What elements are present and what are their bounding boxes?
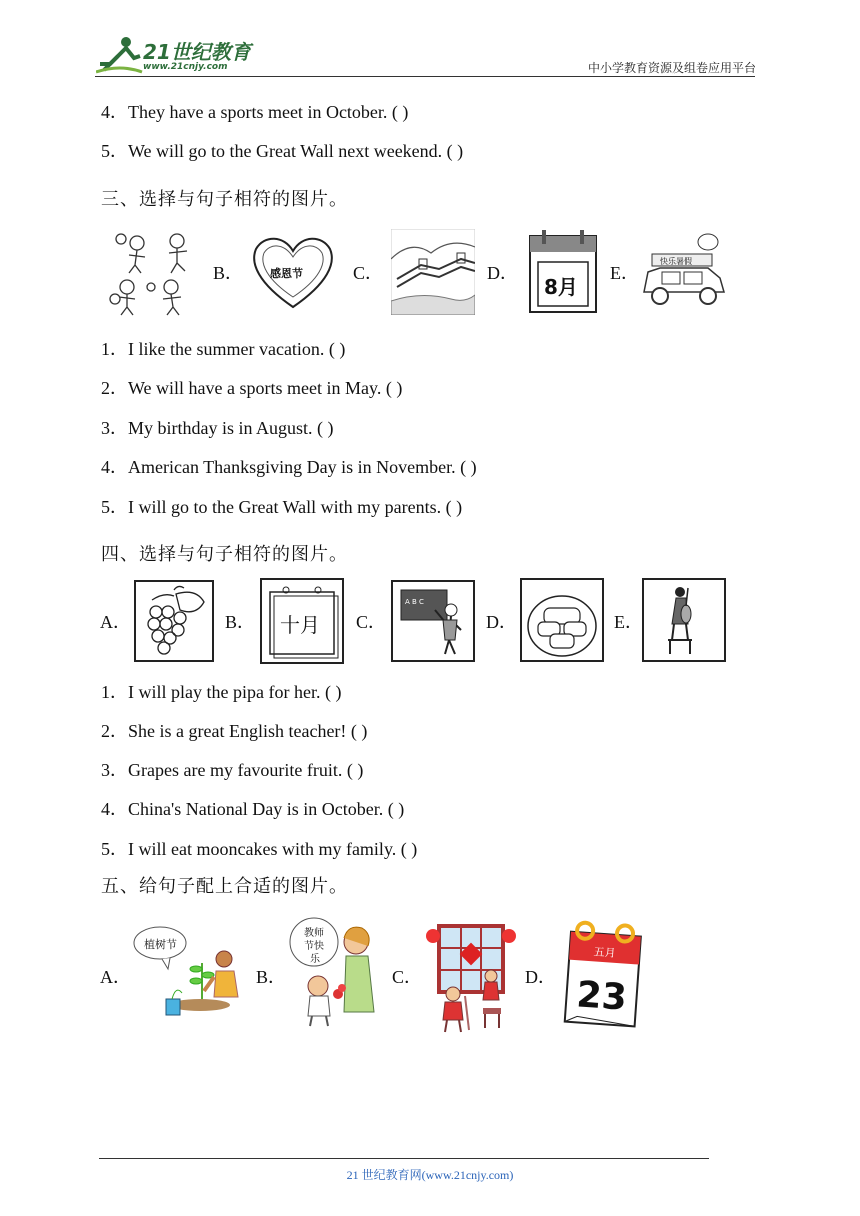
option-label: D． (525, 967, 556, 987)
question-line: 3．My birthday is in August. ( ) (101, 418, 334, 438)
option-label: E． (610, 263, 639, 283)
svg-text:五月: 五月 (593, 945, 617, 960)
section-heading: 五、给句子配上合适的图片。 (101, 876, 348, 897)
option-label: E． (614, 612, 643, 632)
svg-text:乐: 乐 (310, 954, 320, 965)
logo-text: 21世纪教育 (143, 40, 251, 64)
option-label: A． (100, 967, 131, 987)
logo (96, 34, 144, 76)
question-line: 1．I like the summer vacation. ( ) (101, 339, 346, 359)
footer-divider (99, 1158, 709, 1159)
question-line: 4．American Thanksgiving Day is in November. ( ) (101, 457, 477, 477)
svg-text:教师: 教师 (304, 928, 324, 939)
header-platform-text: 中小学教育资源及组卷应用平台 (587, 61, 756, 75)
section-heading: 三、选择与句子相符的图片。 (101, 189, 348, 210)
svg-text:十月: 十月 (280, 613, 320, 637)
question-line: 2．She is a great English teacher! ( ) (101, 721, 368, 741)
question-line: 1．I will play the pipa for her. ( ) (101, 682, 342, 702)
question-line: 2．We will have a sports meet in May. ( ) (101, 378, 403, 398)
svg-text:节快: 节快 (304, 941, 324, 952)
spring-festival-icon (425, 916, 517, 1034)
svg-text:8月: 8月 (544, 275, 578, 299)
tree-planting-icon (132, 925, 244, 1019)
header-divider (95, 76, 755, 77)
question-line: 4．They have a sports meet in October. ( ) (101, 102, 409, 122)
question-line: 4．China's National Day is in October. ( ) (101, 799, 405, 819)
calendar-august-icon (528, 228, 598, 314)
section-heading: 四、选择与句子相符的图片。 (101, 544, 348, 565)
runner-logo-icon (96, 34, 144, 76)
pipa-player-icon (642, 578, 726, 662)
children-sports-icon (107, 229, 197, 317)
option-label: D． (486, 612, 517, 632)
svg-text:23: 23 (575, 974, 629, 1019)
svg-text:A B C: A B C (405, 598, 424, 606)
footer-link[interactable]: 21 世纪教育网(www.21cnjy.com) (346, 1168, 514, 1182)
calendar-october-icon (260, 578, 344, 664)
question-line: 5．We will go to the Great Wall next weekend. ( ) (101, 141, 464, 161)
teachers-day-icon (288, 916, 382, 1028)
option-label: B． (213, 263, 244, 283)
option-label: C． (353, 263, 384, 283)
option-label: B． (256, 967, 287, 987)
option-label: D． (487, 263, 518, 283)
teacher-icon (391, 580, 475, 662)
svg-text:植树节: 植树节 (144, 938, 177, 951)
question-line: 3．Grapes are my favourite fruit. ( ) (101, 760, 364, 780)
option-label: C． (392, 967, 423, 987)
mooncakes-icon (520, 578, 604, 662)
thanksgiving-heart-icon (248, 233, 338, 311)
question-line: 5．I will go to the Great Wall with my parents. ( ) (101, 497, 463, 517)
question-line: 5．I will eat mooncakes with my family. ( ) (101, 839, 418, 859)
option-label: A． (100, 612, 131, 632)
logo-url: www.21cnjy.com (143, 62, 228, 72)
great-wall-icon (391, 229, 475, 315)
calendar-may-icon (558, 920, 646, 1032)
option-label: C． (356, 612, 387, 632)
grapes-icon (134, 580, 214, 662)
option-label: B． (225, 612, 256, 632)
svg-text:快乐暑假: 快乐暑假 (660, 257, 692, 266)
svg-text:感恩节: 感恩节 (270, 267, 303, 280)
car-trip-icon (638, 232, 728, 312)
